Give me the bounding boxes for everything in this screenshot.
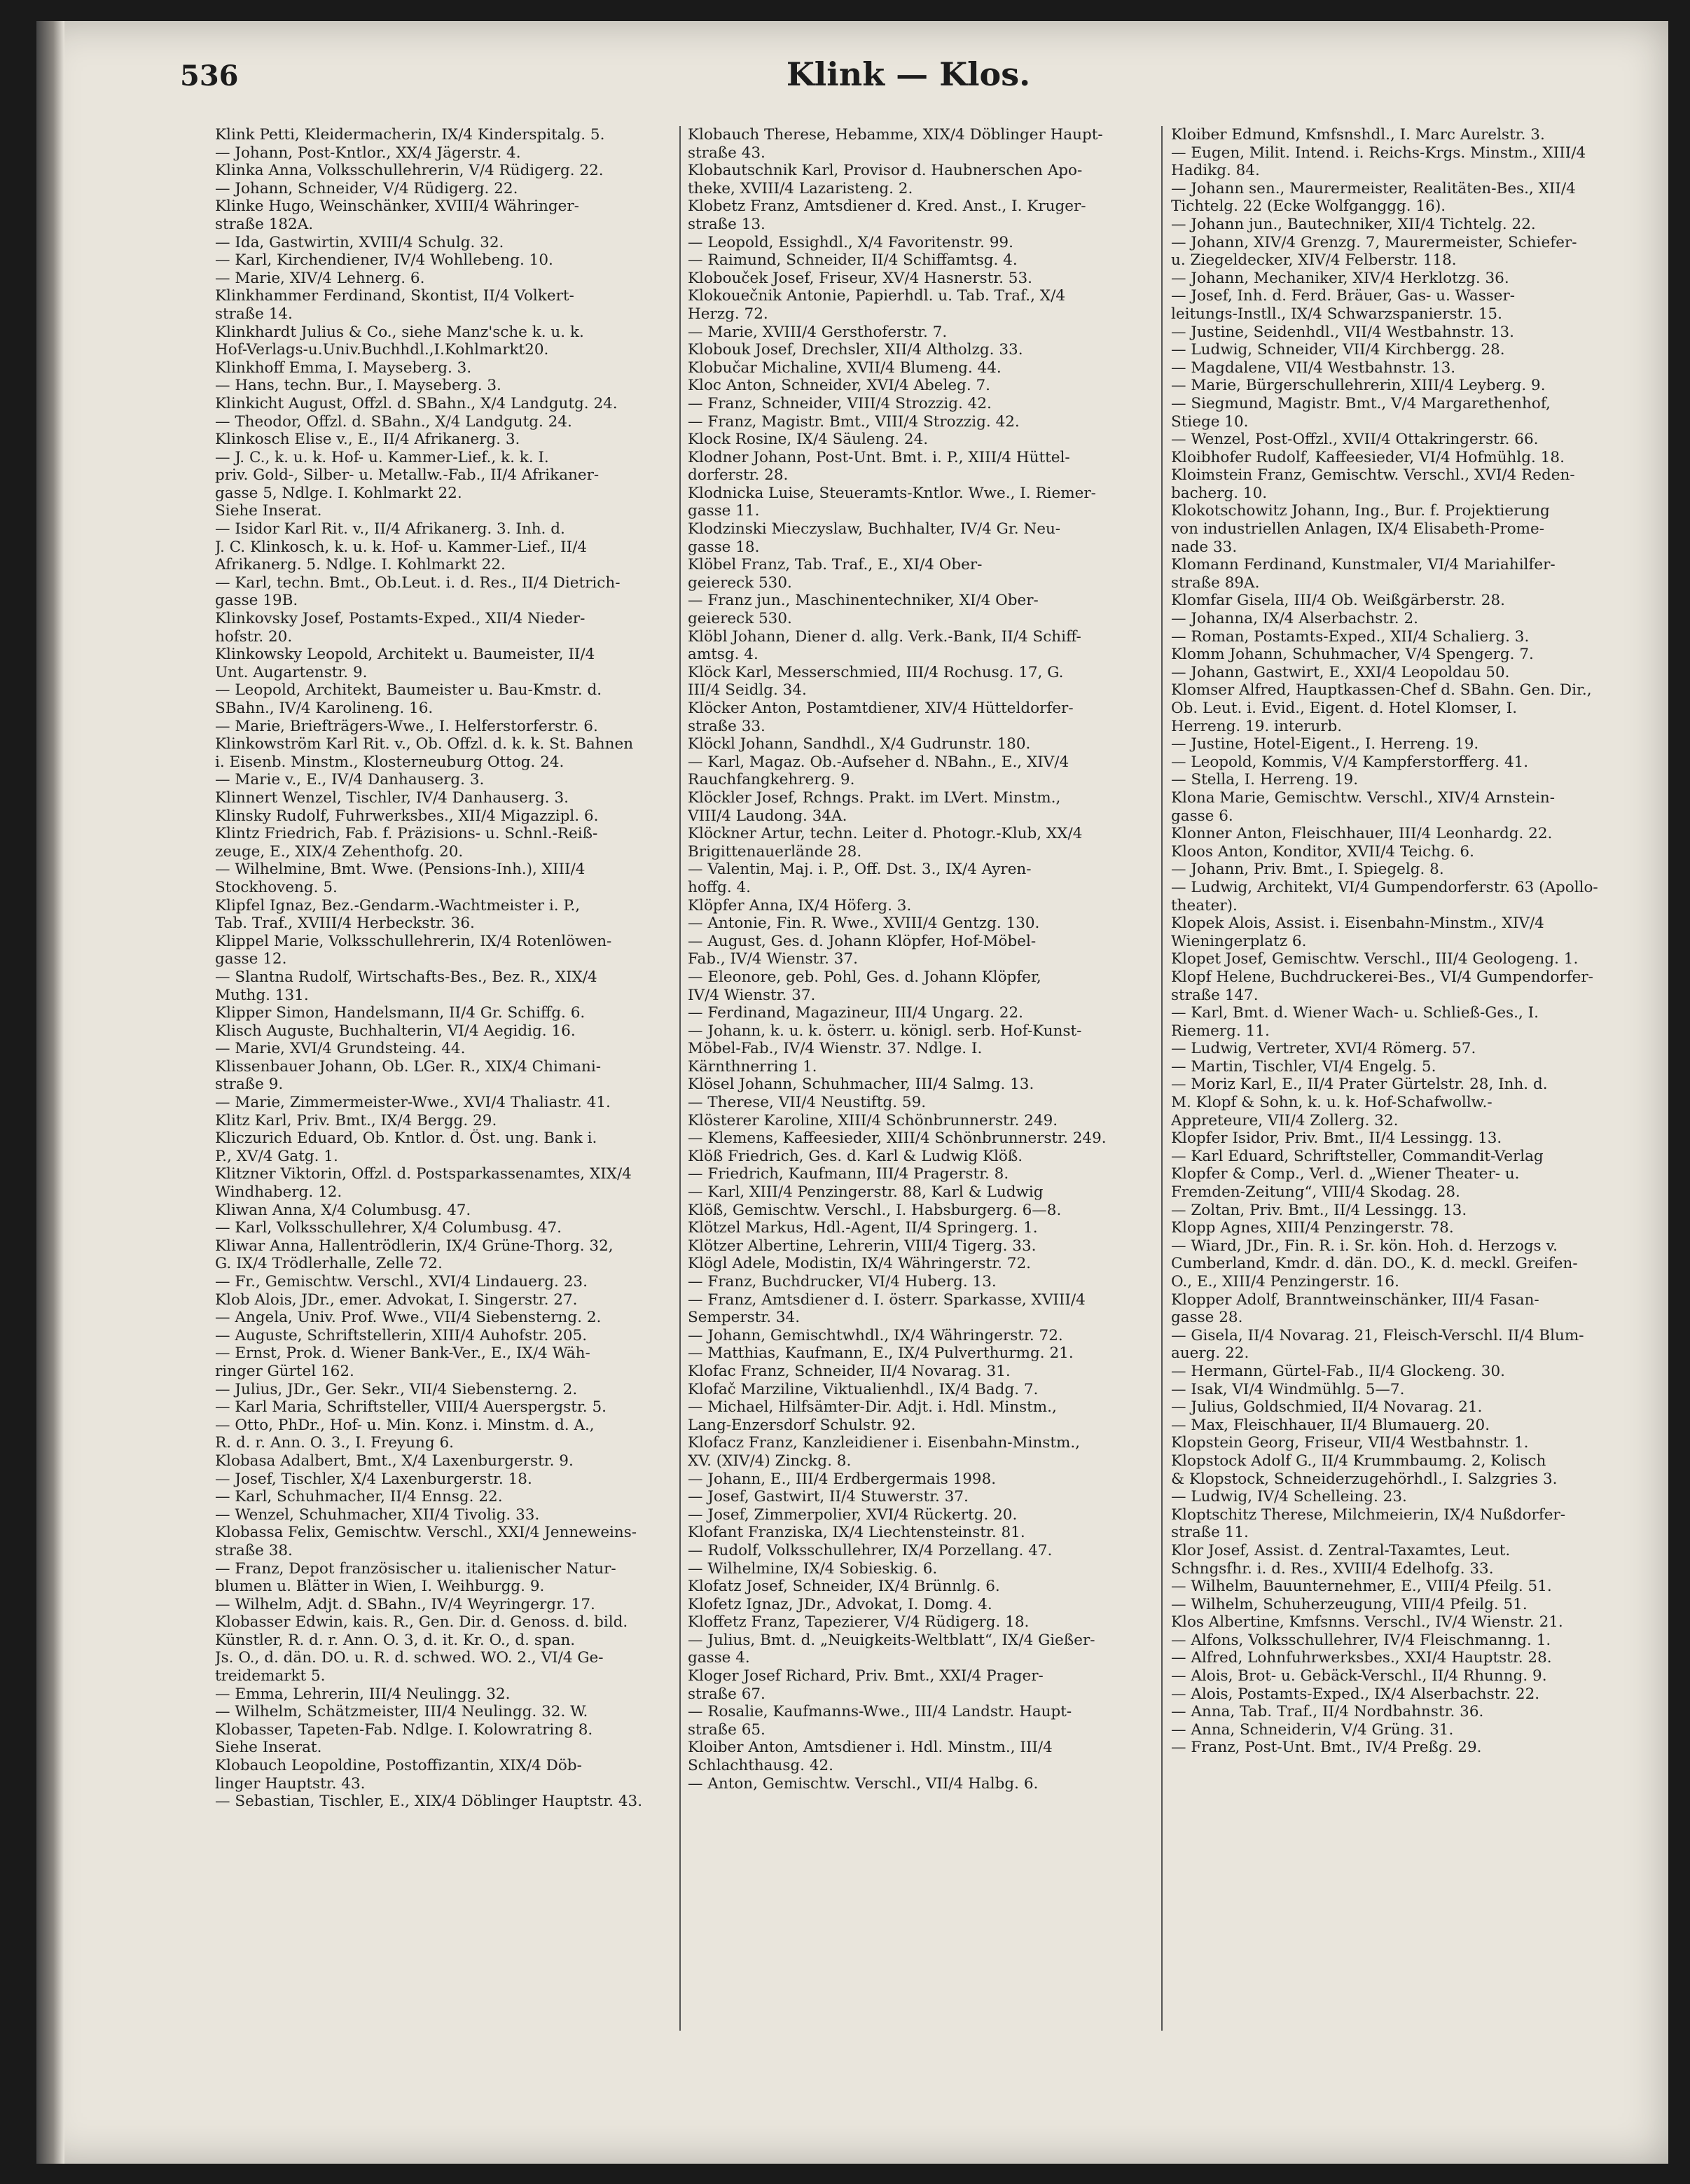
- directory-entry-line: M. Klopf & Sohn, k. u. k. Hof-Schafwollw.-: [1171, 1094, 1492, 1112]
- directory-entry-line: Kloiber Edmund, Kmfsnshdl., I. Marc Aurelstr. 3.: [1171, 126, 1545, 144]
- directory-entry-line: straße 14.: [215, 305, 293, 323]
- directory-entry-line: — Michael, Hilfsämter-Dir. Adjt. i. Hdl. Minstm.,: [688, 1398, 1057, 1417]
- directory-entry-line: — Johann, Post-Kntlor., XX/4 Jägerstr. 4.: [215, 144, 521, 162]
- directory-entry-line: gasse 11.: [688, 502, 760, 520]
- directory-entry-line: — Johann, Mechaniker, XIV/4 Herklotzg. 36.: [1171, 269, 1509, 287]
- directory-entry-line: — Zoltan, Priv. Bmt., II/4 Lessingg. 13.: [1171, 1201, 1467, 1219]
- directory-entry-line: priv. Gold-, Silber- u. Metallw.-Fab., II/4 Afrikaner-: [215, 466, 600, 485]
- directory-entry-line: — Johann, E., III/4 Erdbergermais 1998.: [688, 1470, 997, 1488]
- directory-entry-line: — Magdalene, VII/4 Westbahnstr. 13.: [1171, 359, 1456, 377]
- directory-entry-line: — Josef, Inh. d. Ferd. Bräuer, Gas- u. Wasser-: [1171, 287, 1516, 305]
- directory-entry-line: Klofant Franziska, IX/4 Liechtensteinstr. 81.: [688, 1524, 1025, 1542]
- directory-entry-line: leitungs-Instll., IX/4 Schwarzspanierstr. 15.: [1171, 305, 1502, 323]
- directory-entry-line: Klopf Helene, Buchdruckerei-Bes., VI/4 Gumpendorfer-: [1171, 968, 1593, 986]
- directory-entry-line: straße 182A.: [215, 215, 314, 233]
- directory-entry-line: — August, Ges. d. Johann Klöpfer, Hof-Möbel-: [688, 932, 1037, 950]
- directory-entry-line: — Johann, k. u. k. österr. u. königl. serb. Hof-Kunst-: [688, 1022, 1082, 1040]
- directory-entry-line: SBahn., IV/4 Karolineng. 16.: [215, 700, 434, 717]
- directory-entry-line: linger Hauptstr. 43.: [215, 1774, 366, 1793]
- directory-entry-line: Klissenbauer Johann, Ob. LGer. R., XIX/4 Chimani-: [215, 1057, 602, 1076]
- book-spine-shadow: [36, 21, 64, 2164]
- directory-entry-line: Fremden-Zeitung“, VIII/4 Skodag. 28.: [1171, 1183, 1460, 1202]
- directory-entry-line: G. IX/4 Trödlerhalle, Zelle 72.: [215, 1255, 443, 1273]
- directory-entry-line: gasse 6.: [1171, 807, 1233, 825]
- directory-entry-line: — Franz, Post-Unt. Bmt., IV/4 Preßg. 29.: [1171, 1739, 1482, 1757]
- directory-entry-line: Klinkowström Karl Rit. v., Ob. Offzl. d. k. k. St. Bahnen: [215, 735, 634, 753]
- directory-entry-line: Lang-Enzersdorf Schulstr. 92.: [688, 1416, 916, 1434]
- directory-entry-line: gasse 28.: [1171, 1309, 1243, 1327]
- directory-entry-line: gasse 5, Ndlge. I. Kohlmarkt 22.: [215, 484, 462, 502]
- directory-entry-line: Klos Albertine, Kmfsnns. Verschl., IV/4 Wienstr. 21.: [1171, 1613, 1563, 1632]
- directory-entry-line: Klopper Adolf, Branntweinschänker, III/4 Fasan-: [1171, 1291, 1539, 1309]
- directory-entry-line: — Karl, XIII/4 Penzingerstr. 88, Karl & Ludwig: [688, 1183, 1044, 1202]
- directory-entry-line: Klögl Adele, Modistin, IX/4 Währingerstr. 72.: [688, 1255, 1031, 1273]
- directory-entry-line: Klinka Anna, Volksschullehrerin, V/4 Rüdigerg. 22.: [215, 162, 604, 180]
- directory-entry-line: Klomm Johann, Schuhmacher, V/4 Spengerg. 7.: [1171, 646, 1534, 664]
- directory-entry-line: Klock Rosine, IX/4 Säuleng. 24.: [688, 431, 929, 449]
- directory-entry-line: theke, XVIII/4 Lazaristeng. 2.: [688, 179, 913, 197]
- directory-entry-line: Klopstock Adolf G., II/4 Krummbaumg. 2, Kolisch: [1171, 1452, 1546, 1470]
- directory-entry-line: gasse 19B.: [215, 592, 298, 610]
- directory-entry-line: — Anna, Tab. Traf., II/4 Nordbahnstr. 36.: [1171, 1703, 1484, 1721]
- running-head: Klink — Klos.: [786, 55, 1031, 93]
- directory-entry-line: O., E., XIII/4 Penzingerstr. 16.: [1171, 1273, 1399, 1291]
- directory-entry-line: Klonner Anton, Fleischhauer, III/4 Leonhardg. 22.: [1171, 825, 1553, 843]
- directory-entry-line: — Gisela, II/4 Novarag. 21, Fleisch-Verschl. II/4 Blum-: [1171, 1326, 1584, 1344]
- directory-entry-line: straße 67.: [688, 1685, 766, 1703]
- directory-entry-line: Klöcker Anton, Postamtdiener, XIV/4 Hütteldorfer-: [688, 700, 1074, 717]
- directory-entry-line: Klodnicka Luise, Steueramts-Kntlor. Wwe., I. Riemer-: [688, 484, 1096, 502]
- directory-entry-line: — Slantna Rudolf, Wirtschafts-Bes., Bez. R., XIX/4: [215, 968, 597, 986]
- directory-entry-line: — Theodor, Offzl. d. SBahn., X/4 Landgutg. 24.: [215, 412, 572, 431]
- directory-entry-line: Klintz Friedrich, Fab. f. Präzisions- u. Schnl.-Reiß-: [215, 825, 598, 843]
- directory-entry-line: Klobasser Edwin, kais. R., Gen. Dir. d. Genoss. d. bild.: [215, 1613, 628, 1632]
- directory-entry-line: — Josef, Tischler, X/4 Laxenburgerstr. 18.: [215, 1470, 532, 1488]
- directory-entry-line: — Johanna, IX/4 Alserbachstr. 2.: [1171, 610, 1418, 628]
- directory-entry-line: blumen u. Blätter in Wien, I. Weihburgg. 9.: [215, 1578, 545, 1596]
- directory-entry-line: — Stella, I. Herreng. 19.: [1171, 771, 1359, 789]
- directory-entry-line: straße 11.: [1171, 1524, 1249, 1542]
- directory-entry-line: — Wiard, JDr., Fin. R. i. Sr. kön. Hoh. d. Herzogs v.: [1171, 1237, 1558, 1255]
- directory-entry-line: straße 43.: [688, 144, 766, 162]
- directory-entry-line: gasse 12.: [215, 950, 287, 968]
- directory-entry-line: Klipper Simon, Handelsmann, II/4 Gr. Schiffg. 6.: [215, 1004, 586, 1022]
- directory-entry-line: Kliwan Anna, X/4 Columbusg. 47.: [215, 1201, 471, 1219]
- directory-entry-line: — Justine, Hotel-Eigent., I. Herreng. 19.: [1171, 735, 1479, 753]
- directory-entry-line: — Eleonore, geb. Pohl, Ges. d. Johann Klöpfer,: [688, 968, 1041, 986]
- directory-entry-line: Wieningerplatz 6.: [1171, 932, 1307, 950]
- directory-entry-line: Klisch Auguste, Buchhalterin, VI/4 Aegidig. 16.: [215, 1022, 576, 1040]
- directory-entry-line: Klöckler Josef, Rchngs. Prakt. im LVert. Minstm.,: [688, 788, 1061, 807]
- directory-entry-line: — J. C., k. u. k. Hof- u. Kammer-Lief., k. k. I.: [215, 448, 549, 466]
- directory-entry-line: Stiege 10.: [1171, 412, 1249, 431]
- directory-entry-line: — Wenzel, Post-Offzl., XVII/4 Ottakringerstr. 66.: [1171, 431, 1539, 449]
- directory-entry-line: — Otto, PhDr., Hof- u. Min. Konz. i. Minstm. d. A.,: [215, 1416, 595, 1434]
- directory-entry-line: Klöß Friedrich, Ges. d. Karl & Ludwig Klöß.: [688, 1147, 1023, 1165]
- page-number: 536: [180, 60, 239, 92]
- directory-entry-line: Klobauch Leopoldine, Postoffizantin, XIX/4 Döb-: [215, 1757, 582, 1775]
- directory-entry-line: Klobasa Adalbert, Bmt., X/4 Laxenburgerstr. 9.: [215, 1452, 574, 1470]
- directory-entry-line: — Isidor Karl Rit. v., II/4 Afrikanerg. 3. Inh. d.: [215, 520, 565, 538]
- directory-entry-line: — Max, Fleischhauer, II/4 Blumauerg. 20.: [1171, 1416, 1490, 1434]
- directory-entry-line: Klinnert Wenzel, Tischler, IV/4 Danhauserg. 3.: [215, 788, 569, 807]
- directory-entry-line: Klofetz Ignaz, JDr., Advokat, I. Domg. 4.: [688, 1595, 992, 1613]
- directory-entry-line: — Karl, Volksschullehrer, X/4 Columbusg. 47.: [215, 1219, 562, 1237]
- directory-entry-line: — Karl, Kirchendiener, IV/4 Wohllebeng. 10.: [215, 251, 553, 270]
- directory-entry-line: Klobasser, Tapeten-Fab. Ndlge. I. Kolowratring 8.: [215, 1720, 593, 1739]
- directory-entry-line: — Moriz Karl, E., II/4 Prater Gürtelstr. 28, Inh. d.: [1171, 1076, 1548, 1094]
- directory-entry-line: Klöckl Johann, Sandhdl., X/4 Gudrunstr. 180.: [688, 735, 1031, 753]
- directory-entry-line: Kloger Josef Richard, Priv. Bmt., XXI/4 Prager-: [688, 1667, 1044, 1685]
- directory-entry-line: Klokotschowitz Johann, Ing., Bur. f. Projektierung: [1171, 502, 1550, 520]
- directory-entry-line: Klomfar Gisela, III/4 Ob. Weißgärberstr. 28.: [1171, 592, 1505, 610]
- directory-entry-line: — Siegmund, Magistr. Bmt., V/4 Margarethenhof,: [1171, 394, 1551, 412]
- directory-entry-line: — Wilhelmine, IX/4 Sobieskig. 6.: [688, 1559, 938, 1578]
- directory-entry-line: Klöckner Artur, techn. Leiter d. Photogr.-Klub, XX/4: [688, 825, 1083, 843]
- directory-entry-line: Js. O., d. dän. DO. u. R. d. schwed. WO. 2., VI/4 Ge-: [215, 1649, 604, 1667]
- directory-entry-line: Herzg. 72.: [688, 305, 768, 323]
- directory-entry-line: — Johann, Priv. Bmt., I. Spiegelg. 8.: [1171, 861, 1444, 879]
- directory-entry-line: XV. (XIV/4) Zinckg. 8.: [688, 1452, 852, 1470]
- directory-entry-line: Klopfer & Comp., Verl. d. „Wiener Theater- u.: [1171, 1165, 1520, 1183]
- directory-entry-line: — Therese, VII/4 Neustiftg. 59.: [688, 1094, 927, 1112]
- directory-entry-line: — Johann, Schneider, V/4 Rüdigerg. 22.: [215, 179, 518, 197]
- directory-entry-line: — Isak, VI/4 Windmühlg. 5—7.: [1171, 1380, 1405, 1398]
- directory-entry-line: straße 89A.: [1171, 573, 1260, 592]
- directory-entry-line: Klöbel Franz, Tab. Traf., E., XI/4 Ober-: [688, 556, 983, 574]
- directory-entry-line: Klöpfer Anna, IX/4 Höferg. 3.: [688, 896, 912, 914]
- directory-entry-line: Schngsfhr. i. d. Res., XVIII/4 Edelhofg. 33.: [1171, 1559, 1494, 1578]
- directory-entry-line: von industriellen Anlagen, IX/4 Elisabeth-Prome-: [1171, 520, 1545, 538]
- directory-entry-line: — Raimund, Schneider, II/4 Schiffamtsg. 4.: [688, 251, 1018, 270]
- directory-entry-line: — Johann jun., Bautechniker, XII/4 Tichtelg. 22.: [1171, 215, 1536, 233]
- directory-entry-line: ringer Gürtel 162.: [215, 1362, 354, 1380]
- directory-entry-line: — Josef, Zimmerpolier, XVI/4 Rückertg. 20.: [688, 1505, 1018, 1524]
- directory-entry-line: auerg. 22.: [1171, 1344, 1249, 1363]
- directory-entry-line: Klinkhoff Emma, I. Mayseberg. 3.: [215, 359, 472, 377]
- directory-entry-line: — Justine, Seidenhdl., VII/4 Westbahnstr. 13.: [1171, 323, 1514, 341]
- directory-entry-line: — Eugen, Milit. Intend. i. Reichs-Krgs. Minstm., XIII/4: [1171, 144, 1586, 162]
- directory-entry-line: — Friedrich, Kaufmann, III/4 Pragerstr. 8.: [688, 1165, 1009, 1183]
- directory-entry-line: gasse 4.: [688, 1649, 750, 1667]
- directory-entry-line: Cumberland, Kmdr. d. dän. DO., K. d. meckl. Greifen-: [1171, 1255, 1578, 1273]
- directory-entry-line: Klob Alois, JDr., emer. Advokat, I. Singerstr. 27.: [215, 1291, 578, 1309]
- directory-entry-line: Klomann Ferdinand, Kunstmaler, VI/4 Mariahilfer-: [1171, 556, 1556, 574]
- directory-entry-line: Klitzner Viktorin, Offzl. d. Postsparkassenamtes, XIX/4: [215, 1165, 632, 1183]
- directory-entry-line: — Leopold, Kommis, V/4 Kampferstorfferg. 41.: [1171, 753, 1529, 771]
- directory-entry-line: — Emma, Lehrerin, III/4 Neulingg. 32.: [215, 1685, 511, 1703]
- directory-entry-line: — Fr., Gemischtw. Verschl., XVI/4 Lindauerg. 23.: [215, 1273, 588, 1291]
- directory-entry-line: III/4 Seidlg. 34.: [688, 681, 807, 700]
- directory-entry-line: Klodzinski Mieczyslaw, Buchhalter, IV/4 Gr. Neu-: [688, 520, 1061, 538]
- directory-entry-line: Muthg. 131.: [215, 986, 309, 1004]
- directory-entry-line: Klofač Marziline, Viktualienhdl., IX/4 Badg. 7.: [688, 1380, 1039, 1398]
- directory-entry-line: Fab., IV/4 Wienstr. 37.: [688, 950, 858, 968]
- directory-entry-line: — Julius, Bmt. d. „Neuigkeits-Weltblatt“, IX/4 Gießer-: [688, 1631, 1095, 1649]
- directory-entry-line: Stockhoveng. 5.: [215, 878, 338, 896]
- directory-entry-line: Klobauch Therese, Hebamme, XIX/4 Döblinger Haupt-: [688, 126, 1103, 144]
- directory-entry-line: — Hans, techn. Bur., I. Mayseberg. 3.: [215, 377, 501, 395]
- directory-entry-line: — Karl Maria, Schriftsteller, VIII/4 Auerspergstr. 5.: [215, 1398, 607, 1417]
- directory-entry-line: straße 38.: [215, 1541, 293, 1559]
- directory-entry-line: Siehe Inserat.: [215, 502, 322, 520]
- directory-entry-line: IV/4 Wienstr. 37.: [688, 986, 816, 1004]
- directory-entry-line: — Marie, Briefträgers-Wwe., I. Helferstorferstr. 6.: [215, 717, 598, 735]
- directory-entry-line: — Franz, Depot französischer u. italienischer Natur-: [215, 1559, 616, 1578]
- directory-entry-line: Klobouk Josef, Drechsler, XII/4 Altholzg. 33.: [688, 341, 1023, 359]
- directory-entry-line: Klink Petti, Kleidermacherin, IX/4 Kinderspitalg. 5.: [215, 126, 605, 144]
- directory-entry-line: Klodner Johann, Post-Unt. Bmt. i. P., XIII/4 Hüttel-: [688, 448, 1070, 466]
- directory-entry-line: P., XV/4 Gatg. 1.: [215, 1147, 338, 1165]
- page-header: [180, 53, 1637, 109]
- directory-entry-line: — Alfons, Volksschullehrer, IV/4 Fleischmanng. 1.: [1171, 1631, 1551, 1649]
- directory-entry-line: — Wilhelm, Bauunternehmer, E., VIII/4 Pfeilg. 51.: [1171, 1578, 1552, 1596]
- directory-entry-line: — Leopold, Architekt, Baumeister u. Bau-Kmstr. d.: [215, 681, 602, 700]
- directory-entry-line: — Franz, Amtsdiener d. I. österr. Sparkasse, XVIII/4: [688, 1291, 1086, 1309]
- directory-entry-line: Klopek Alois, Assist. i. Eisenbahn-Minstm., XIV/4: [1171, 914, 1544, 933]
- directory-entry-line: — Karl, Magaz. Ob.-Aufseher d. NBahn., E., XIV/4: [688, 753, 1069, 771]
- directory-entry-line: — Johann, Gemischtwhdl., IX/4 Währingerstr. 72.: [688, 1326, 1063, 1344]
- directory-entry-line: — Marie v., E., IV/4 Danhauserg. 3.: [215, 771, 485, 789]
- directory-entry-line: Klomser Alfred, Hauptkassen-Chef d. SBahn. Gen. Dir.,: [1171, 681, 1592, 700]
- directory-entry-line: Kliwar Anna, Hallentrödlerin, IX/4 Grüne-Thorg. 32,: [215, 1237, 614, 1255]
- directory-column-1: [215, 126, 677, 1811]
- directory-column-3: [1171, 126, 1633, 1757]
- directory-entry-line: Kloffetz Franz, Tapezierer, V/4 Rüdigerg. 18.: [688, 1613, 1030, 1632]
- directory-entry-line: Klöß, Gemischtw. Verschl., I. Habsburgerg. 6—8.: [688, 1201, 1062, 1219]
- directory-entry-line: Kloiber Anton, Amtsdiener i. Hdl. Minstm., III/4: [688, 1739, 1053, 1757]
- directory-entry-line: — Ludwig, Vertreter, XVI/4 Römerg. 57.: [1171, 1040, 1476, 1058]
- directory-entry-line: — Wenzel, Schuhmacher, XII/4 Tivolig. 33.: [215, 1505, 540, 1524]
- directory-entry-line: Klösel Johann, Schuhmacher, III/4 Salmg. 13.: [688, 1076, 1034, 1094]
- directory-entry-line: — Julius, Goldschmied, II/4 Novarag. 21.: [1171, 1398, 1483, 1417]
- directory-entry-line: nade 33.: [1171, 538, 1238, 556]
- directory-entry-line: Klobučar Michaline, XVII/4 Blumeng. 44.: [688, 359, 1002, 377]
- directory-entry-line: Kloimstein Franz, Gemischtw. Verschl., XVI/4 Reden-: [1171, 466, 1575, 485]
- directory-entry-line: — Marie, Zimmermeister-Wwe., XVI/4 Thaliastr. 41.: [215, 1094, 611, 1112]
- directory-entry-line: — Marie, Bürgerschullehrerin, XIII/4 Leyberg. 9.: [1171, 377, 1546, 395]
- directory-entry-line: Klinkovsky Josef, Postamts-Exped., XII/4 Nieder-: [215, 610, 586, 628]
- directory-entry-line: — Karl, techn. Bmt., Ob.Leut. i. d. Res., II/4 Dietrich-: [215, 573, 621, 592]
- directory-entry-line: Klinkhammer Ferdinand, Skontist, II/4 Volkert-: [215, 287, 574, 305]
- directory-entry-line: straße 9.: [215, 1076, 284, 1094]
- directory-entry-line: — Roman, Postamts-Exped., XII/4 Schalierg. 3.: [1171, 627, 1530, 646]
- directory-entry-line: Klöbl Johann, Diener d. allg. Verk.-Bank, II/4 Schiff-: [688, 627, 1081, 646]
- directory-entry-line: Klinsky Rudolf, Fuhrwerksbes., XII/4 Migazzipl. 6.: [215, 807, 599, 825]
- directory-entry-line: & Klopstock, Schneiderzugehörhdl., I. Salzgries 3.: [1171, 1470, 1558, 1488]
- directory-entry-line: treidemarkt 5.: [215, 1667, 326, 1685]
- directory-entry-line: — Karl, Schuhmacher, II/4 Ennsg. 22.: [215, 1488, 503, 1506]
- directory-entry-line: — Ida, Gastwirtin, XVIII/4 Schulg. 32.: [215, 233, 504, 251]
- directory-entry-line: Kloptschitz Therese, Milchmeierin, IX/4 Nußdorfer-: [1171, 1505, 1566, 1524]
- directory-column-2: [688, 126, 1150, 1793]
- directory-entry-line: Klofac Franz, Schneider, II/4 Novarag. 31.: [688, 1362, 1011, 1380]
- directory-entry-line: — Anna, Schneiderin, V/4 Grüng. 31.: [1171, 1720, 1454, 1739]
- directory-entry-line: — Franz, Schneider, VIII/4 Strozzig. 42.: [688, 394, 992, 412]
- directory-entry-line: Klobassa Felix, Gemischtw. Verschl., XXI/4 Jenneweins-: [215, 1524, 637, 1542]
- directory-entry-line: Klokouečnik Antonie, Papierhdl. u. Tab. Traf., X/4: [688, 287, 1066, 305]
- directory-entry-line: Möbel-Fab., IV/4 Wienstr. 37. Ndlge. I.: [688, 1040, 983, 1058]
- directory-entry-line: — Marie, XVI/4 Grundsteing. 44.: [215, 1040, 466, 1058]
- column-divider: [1161, 126, 1163, 2031]
- directory-entry-line: Ob. Leut. i. Evid., Eigent. d. Hotel Klomser, I.: [1171, 700, 1518, 717]
- directory-entry-line: Klofacz Franz, Kanzleidiener i. Eisenbahn-Minstm.,: [688, 1434, 1081, 1452]
- directory-entry-line: — Wilhelm, Adjt. d. SBahn., IV/4 Weyringergr. 17.: [215, 1595, 595, 1613]
- directory-entry-line: Klor Josef, Assist. d. Zentral-Taxamtes, Leut.: [1171, 1541, 1511, 1559]
- directory-entry-line: geiereck 530.: [688, 610, 792, 628]
- directory-entry-line: — Wilhelm, Schuherzeugung, VIII/4 Pfeilg. 51.: [1171, 1595, 1528, 1613]
- directory-entry-line: — Franz, Buchdrucker, VI/4 Huberg. 13.: [688, 1273, 997, 1291]
- directory-entry-line: Klippel Marie, Volksschullehrerin, IX/4 Rotenlöwen-: [215, 932, 612, 950]
- directory-entry-line: Afrikanerg. 5. Ndlge. I. Kohlmarkt 22.: [215, 556, 506, 574]
- directory-entry-line: Tichtelg. 22 (Ecke Wolfganggg. 16).: [1171, 197, 1446, 216]
- directory-entry-line: Kliczurich Eduard, Ob. Kntlor. d. Öst. ung. Bank i.: [215, 1129, 597, 1148]
- directory-entry-line: Hof-Verlags-u.Univ.Buchhdl.,I.Kohlmarkt20.: [215, 341, 549, 359]
- directory-entry-line: — Franz, Magistr. Bmt., VIII/4 Strozzig. 42.: [688, 412, 1020, 431]
- directory-entry-line: Klopfer Isidor, Priv. Bmt., II/4 Lessingg. 13.: [1171, 1129, 1502, 1148]
- directory-entry-line: Klötzel Markus, Hdl.-Agent, II/4 Springerg. 1.: [688, 1219, 1038, 1237]
- directory-entry-line: straße 147.: [1171, 986, 1259, 1004]
- directory-entry-line: — Ludwig, Schneider, VII/4 Kirchbergg. 28.: [1171, 341, 1505, 359]
- directory-page: [36, 21, 1668, 2164]
- column-divider: [679, 126, 681, 2031]
- directory-entry-line: Unt. Augartenstr. 9.: [215, 663, 368, 681]
- directory-entry-line: Riemerg. 11.: [1171, 1022, 1270, 1040]
- directory-entry-line: Klinkhardt Julius & Co., siehe Manz'sche k. u. k.: [215, 323, 584, 341]
- directory-entry-line: — Ludwig, Architekt, VI/4 Gumpendorferstr. 63 (Apollo-: [1171, 878, 1598, 896]
- directory-entry-line: zeuge, E., XIX/4 Zehenthofg. 20.: [215, 842, 464, 861]
- directory-entry-line: — Angela, Univ. Prof. Wwe., VII/4 Siebensterng. 2.: [215, 1309, 602, 1327]
- directory-entry-line: — Rosalie, Kaufmanns-Wwe., III/4 Landstr. Haupt-: [688, 1703, 1072, 1721]
- directory-entry-line: Brigittenauerlände 28.: [688, 842, 862, 861]
- directory-entry-line: straße 13.: [688, 215, 766, 233]
- directory-entry-line: Siehe Inserat.: [215, 1739, 322, 1757]
- directory-entry-line: — Auguste, Schriftstellerin, XIII/4 Auhofstr. 205.: [215, 1326, 588, 1344]
- directory-entry-line: — Alfred, Lohnfuhrwerksbes., XXI/4 Hauptstr. 28.: [1171, 1649, 1552, 1667]
- directory-entry-line: — Karl Eduard, Schriftsteller, Commandit-Verlag: [1171, 1147, 1544, 1165]
- directory-entry-line: — Klemens, Kaffeesieder, XIII/4 Schönbrunnerstr. 249.: [688, 1129, 1107, 1148]
- directory-entry-line: — Ernst, Prok. d. Wiener Bank-Ver., E., IX/4 Wäh-: [215, 1344, 590, 1363]
- directory-entry-line: Klofatz Josef, Schneider, IX/4 Brünnlg. 6.: [688, 1578, 1000, 1596]
- directory-entry-line: Klobetz Franz, Amtsdiener d. Kred. Anst., I. Kruger-: [688, 197, 1086, 216]
- directory-entry-line: J. C. Klinkosch, k. u. k. Hof- u. Kammer-Lief., II/4: [215, 538, 588, 556]
- directory-entry-line: u. Ziegeldecker, XIV/4 Felberstr. 118.: [1171, 251, 1457, 270]
- directory-entry-line: i. Eisenb. Minstm., Klosterneuburg Ottog. 24.: [215, 753, 565, 771]
- directory-entry-line: dorferstr. 28.: [688, 466, 789, 485]
- directory-entry-line: — Josef, Gastwirt, II/4 Stuwerstr. 37.: [688, 1488, 969, 1506]
- directory-entry-line: — Alois, Postamts-Exped., IX/4 Alserbachstr. 22.: [1171, 1685, 1540, 1703]
- directory-entry-line: Klipfel Ignaz, Bez.-Gendarm.-Wachtmeister i. P.,: [215, 896, 581, 914]
- directory-entry-line: — Franz jun., Maschinentechniker, XI/4 Ober-: [688, 592, 1039, 610]
- directory-entry-line: hofstr. 20.: [215, 627, 293, 646]
- directory-entry-line: — Johann, Gastwirt, E., XXI/4 Leopoldau 50.: [1171, 663, 1510, 681]
- directory-entry-line: R. d. r. Ann. O. 3., I. Freyung 6.: [215, 1434, 455, 1452]
- directory-entry-line: Schlachthausg. 42.: [688, 1757, 834, 1775]
- directory-entry-line: Appreteure, VII/4 Zollerg. 32.: [1171, 1111, 1399, 1129]
- directory-entry-line: Kloos Anton, Konditor, XVII/4 Teichg. 6.: [1171, 842, 1474, 861]
- directory-entry-line: Klopet Josef, Gemischtw. Verschl., III/4 Geologeng. 1.: [1171, 950, 1579, 968]
- directory-entry-line: Klitz Karl, Priv. Bmt., IX/4 Bergg. 29.: [215, 1111, 497, 1129]
- directory-entry-line: — Alois, Brot- u. Gebäck-Verschl., II/4 Rhunng. 9.: [1171, 1667, 1547, 1685]
- directory-entry-line: Klötzer Albertine, Lehrerin, VIII/4 Tigerg. 33.: [688, 1237, 1037, 1255]
- directory-entry-line: Klobouček Josef, Friseur, XV/4 Hasnerstr. 53.: [688, 269, 1032, 287]
- directory-entry-line: Klinkosch Elise v., E., II/4 Afrikanerg. 3.: [215, 431, 520, 449]
- directory-entry-line: amtsg. 4.: [688, 646, 759, 664]
- directory-entry-line: theater).: [1171, 896, 1238, 914]
- directory-entry-line: Kärnthnerring 1.: [688, 1057, 817, 1076]
- directory-entry-line: Klinkicht August, Offzl. d. SBahn., X/4 Landgutg. 24.: [215, 394, 618, 412]
- directory-entry-line: — Marie, XVIII/4 Gersthoferstr. 7.: [688, 323, 948, 341]
- directory-entry-line: geiereck 530.: [688, 573, 792, 592]
- directory-entry-line: Rauchfangkehrerg. 9.: [688, 771, 855, 789]
- directory-entry-line: straße 65.: [688, 1720, 766, 1739]
- directory-entry-line: Hadikg. 84.: [1171, 162, 1260, 180]
- directory-entry-line: — Leopold, Essighdl., X/4 Favoritenstr. 99.: [688, 233, 1013, 251]
- directory-entry-line: — Antonie, Fin. R. Wwe., XVIII/4 Gentzg. 130.: [688, 914, 1040, 933]
- directory-entry-line: — Ferdinand, Magazineur, III/4 Ungarg. 22.: [688, 1004, 1023, 1022]
- directory-entry-line: — Valentin, Maj. i. P., Off. Dst. 3., IX/4 Ayren-: [688, 861, 1032, 879]
- directory-entry-line: Klopstein Georg, Friseur, VII/4 Westbahnstr. 1.: [1171, 1434, 1529, 1452]
- directory-entry-line: — Wilhelmine, Bmt. Wwe. (Pensions-Inh.), XIII/4: [215, 861, 586, 879]
- directory-entry-line: Klösterer Karoline, XIII/4 Schönbrunnerstr. 249.: [688, 1111, 1058, 1129]
- directory-entry-line: Künstler, R. d. r. Ann. O. 3, d. it. Kr. O., d. span.: [215, 1631, 576, 1649]
- directory-entry-line: gasse 18.: [688, 538, 760, 556]
- directory-entry-line: Windhaberg. 12.: [215, 1183, 342, 1202]
- directory-entry-line: Klona Marie, Gemischtw. Verschl., XIV/4 Arnstein-: [1171, 788, 1555, 807]
- directory-entry-line: Tab. Traf., XVIII/4 Herbeckstr. 36.: [215, 914, 475, 933]
- directory-entry-line: Herreng. 19. interurb.: [1171, 717, 1343, 735]
- directory-entry-line: — Karl, Bmt. d. Wiener Wach- u. Schließ-Ges., I.: [1171, 1004, 1539, 1022]
- directory-entry-line: straße 33.: [688, 717, 766, 735]
- directory-entry-line: — Martin, Tischler, VI/4 Engelg. 5.: [1171, 1057, 1436, 1076]
- directory-entry-line: — Wilhelm, Schätzmeister, III/4 Neulingg. 32. W.: [215, 1703, 588, 1721]
- directory-entry-line: bacherg. 10.: [1171, 484, 1268, 502]
- directory-entry-line: Klöck Karl, Messerschmied, III/4 Rochusg. 17, G.: [688, 663, 1064, 681]
- directory-entry-line: hoffg. 4.: [688, 878, 752, 896]
- directory-entry-line: — Johann sen., Maurermeister, Realitäten-Bes., XII/4: [1171, 179, 1576, 197]
- directory-entry-line: Semperstr. 34.: [688, 1309, 801, 1327]
- directory-entry-line: — Rudolf, Volksschullehrer, IX/4 Porzellang. 47.: [688, 1541, 1053, 1559]
- directory-entry-line: Kloc Anton, Schneider, XVI/4 Abeleg. 7.: [688, 377, 991, 395]
- directory-entry-line: Klobautschnik Karl, Provisor d. Haubnerschen Apo-: [688, 162, 1083, 180]
- directory-entry-line: — Johann, XIV/4 Grenzg. 7, Maurermeister, Schiefer-: [1171, 233, 1577, 251]
- directory-entry-line: — Julius, JDr., Ger. Sekr., VII/4 Siebensterng. 2.: [215, 1380, 578, 1398]
- directory-entry-line: Klopp Agnes, XIII/4 Penzingerstr. 78.: [1171, 1219, 1454, 1237]
- directory-entry-line: — Ludwig, IV/4 Schelleing. 23.: [1171, 1488, 1407, 1506]
- directory-entry-line: VIII/4 Laudong. 34A.: [688, 807, 847, 825]
- directory-entry-line: — Anton, Gemischtw. Verschl., VII/4 Halbg. 6.: [688, 1774, 1039, 1793]
- directory-entry-line: — Matthias, Kaufmann, E., IX/4 Pulverthurmg. 21.: [688, 1344, 1074, 1363]
- directory-entry-line: — Sebastian, Tischler, E., XIX/4 Döblinger Hauptstr. 43.: [215, 1793, 643, 1811]
- directory-entry-line: — Hermann, Gürtel-Fab., II/4 Glockeng. 30.: [1171, 1362, 1505, 1380]
- directory-entry-line: Kloibhofer Rudolf, Kaffeesieder, VI/4 Hofmühlg. 18.: [1171, 448, 1565, 466]
- directory-entry-line: — Marie, XIV/4 Lehnerg. 6.: [215, 269, 425, 287]
- directory-entry-line: Klinke Hugo, Weinschänker, XVIII/4 Währinger-: [215, 197, 579, 216]
- directory-entry-line: Klinkowsky Leopold, Architekt u. Baumeister, II/4: [215, 646, 595, 664]
